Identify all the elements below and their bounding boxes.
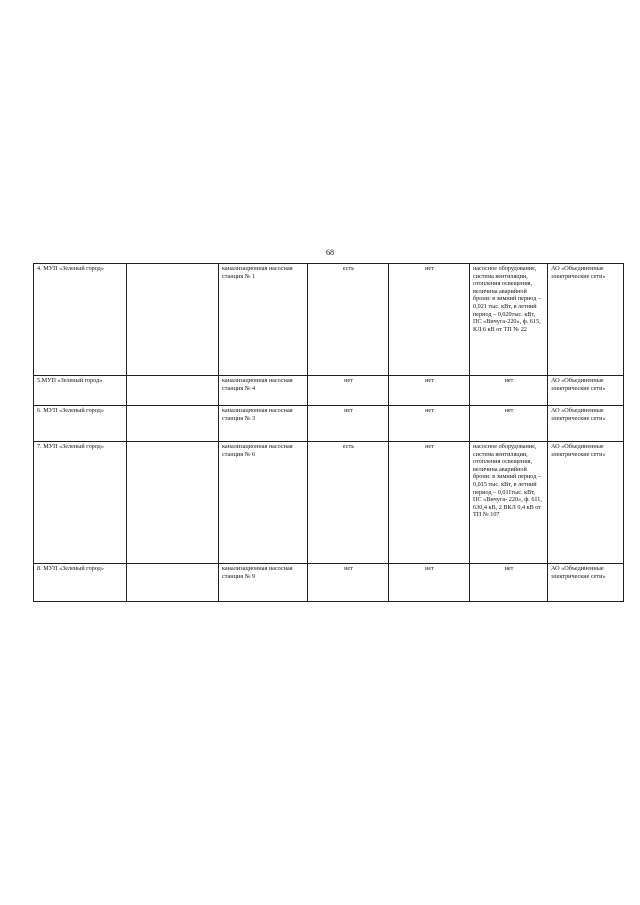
blank-cell (127, 264, 219, 376)
document-table (33, 263, 624, 602)
table-row (34, 406, 624, 442)
notes-cell: нет (470, 406, 548, 442)
notes-cell: насосное оборудование, система вентиляции, отопления освещения, величина аварийной брони: в зимний период –0,015 тыс. кВт, в летний период – 0,011тыс. кВт, ПС «Вичуга- 220», ф. 611, 630,4 кВ, 2 ВКЛ 0,4 кВ от ТП № 107 (470, 442, 548, 564)
notes-cell: нет (470, 564, 548, 602)
notes-cell: насосное оборудование, система вентиляции, отопления освещения, величина аварийной брони: в зимний период – 0,021 тыс. кВт, в летний период – 0,020тыс. кВт, ПС «Вичуга-220», ф. 615, КЛ 6 кВ от ТП № 22 (470, 264, 548, 376)
availability-cell-2: нет (389, 376, 470, 406)
organization-cell: 8. МУП «Зеленый город» (34, 564, 127, 602)
organization-cell: 4. МУП «Зеленый город» (34, 264, 127, 376)
availability-cell-2: нет (389, 442, 470, 564)
provider-cell: АО «Объединенные электрические сети» (548, 442, 624, 564)
blank-cell (127, 442, 219, 564)
table-row (34, 264, 624, 376)
availability-cell: есть (308, 442, 389, 564)
availability-cell-2: нет (389, 406, 470, 442)
availability-cell: нет (308, 406, 389, 442)
object-cell: канализационная насосная станция № 3 (219, 406, 308, 442)
availability-cell: нет (308, 564, 389, 602)
provider-cell: АО «Объединенные электрические сети» (548, 376, 624, 406)
notes-cell: нет (470, 376, 548, 406)
table-row (34, 376, 624, 406)
availability-cell-2: нет (389, 564, 470, 602)
page-number: 68 (326, 248, 334, 257)
availability-cell: есть (308, 264, 389, 376)
organization-cell: 6. МУП «Зеленый город» (34, 406, 127, 442)
table-row (34, 442, 624, 564)
provider-cell: АО «Объединенные электрические сети» (548, 564, 624, 602)
object-cell: канализационная насосная станция № 6 (219, 442, 308, 564)
object-cell: канализационная насосная станция № 9 (219, 564, 308, 602)
blank-cell (127, 564, 219, 602)
provider-cell: АО «Объединенные электрические сети» (548, 406, 624, 442)
table-row (34, 564, 624, 602)
object-cell: канализационная насосная станция № 4 (219, 376, 308, 406)
availability-cell-2: нет (389, 264, 470, 376)
organization-cell: 5.МУП «Зеленый город» (34, 376, 127, 406)
blank-cell (127, 406, 219, 442)
availability-cell: нет (308, 376, 389, 406)
organization-cell: 7. МУП «Зеленый город» (34, 442, 127, 564)
blank-cell (127, 376, 219, 406)
provider-cell: АО «Объединенные электрические сети» (548, 264, 624, 376)
object-cell: канализационная насосная станция № 1 (219, 264, 308, 376)
